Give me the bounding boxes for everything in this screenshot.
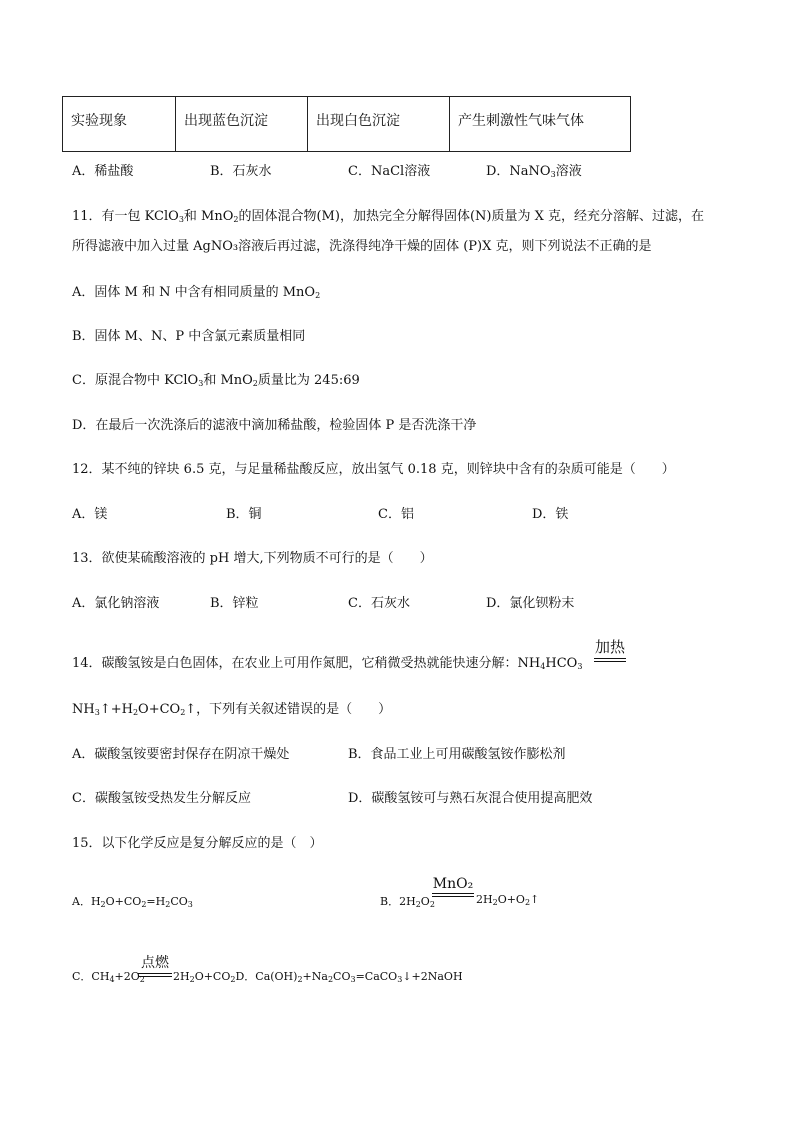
q13-option-b: B．锌粒 xyxy=(210,596,259,611)
subscript: 2 xyxy=(327,975,334,984)
q12-stem: 12．某不纯的锌块 6.5 克，与足量稀盐酸反应，放出氢气 0.18 克，则锌块中含有的杂质可能是（ ） xyxy=(72,462,675,477)
subscript: 2 xyxy=(252,379,258,388)
subscript: 2 xyxy=(132,708,139,717)
subscript: 4 xyxy=(540,662,546,671)
q10-option-b: B．石灰水 xyxy=(210,164,272,179)
subscript: 2 xyxy=(415,900,421,909)
observation-table xyxy=(62,96,631,152)
text: ↓+2NaOH xyxy=(402,970,463,983)
subscript: 2 xyxy=(524,898,531,907)
text: =CaCO xyxy=(355,970,398,983)
table-row xyxy=(63,97,631,152)
heating-condition xyxy=(594,636,626,666)
text: D．NaNO xyxy=(486,164,551,179)
table-cell: 实验现象 xyxy=(63,97,176,152)
text: D．Ca(OH) xyxy=(235,970,298,983)
text: 11．有一包 KClO xyxy=(72,209,179,224)
catalyst-condition xyxy=(432,876,474,901)
equals-sign xyxy=(432,893,474,897)
subscript: 2 xyxy=(180,708,186,717)
condition-label: 加热 xyxy=(594,638,625,656)
subscript: 3 xyxy=(198,379,204,388)
subscript: 4 xyxy=(109,975,115,984)
subscript: 3 xyxy=(550,170,556,179)
text: 2H xyxy=(173,970,190,983)
text: +2O xyxy=(114,970,140,983)
q12-option-a: A．镁 xyxy=(72,507,108,522)
subscript: 2 xyxy=(230,975,236,984)
subscript: 2 xyxy=(141,900,147,909)
equals-sign xyxy=(138,973,172,977)
q15-option-b-products xyxy=(476,893,539,907)
subscript: 2 xyxy=(297,975,303,984)
text: CO xyxy=(170,895,188,908)
q11-option-d: D．在最后一次洗涤后的滤液中滴加稀盐酸，检验固体 P 是否洗涤干净 xyxy=(72,418,477,433)
ignition-condition xyxy=(138,952,172,981)
text: B．2H xyxy=(380,895,416,908)
q11-option-a xyxy=(72,281,320,300)
subscript: 2 xyxy=(165,900,171,909)
q14-option-c: C．碳酸氢铵受热发生分解反应 xyxy=(72,791,251,806)
subscript: 2 xyxy=(429,900,435,909)
text: 溶液 xyxy=(555,164,582,179)
q11-stem-line2: 所得滤液中加入过量 AgNO₃溶液后再过滤，洗涤得纯净干燥的固体 (P)X 克，则下列说法不正确的是 xyxy=(72,239,652,254)
q13-option-a: A．氯化钠溶液 xyxy=(72,596,160,611)
text: C．原混合物中 KClO xyxy=(72,373,199,388)
text: HCO xyxy=(545,656,578,671)
q11-option-b: B．固体 M、N、P 中含氯元素质量相同 xyxy=(72,329,306,344)
q15-option-c xyxy=(72,968,145,984)
subscript: 2 xyxy=(315,291,321,300)
text: =H xyxy=(146,895,166,908)
text: 14．碳酸氢铵是白色固体，在农业上可用作氮肥，它稍微受热就能快速分解：NH xyxy=(72,656,541,671)
equals-sign xyxy=(594,658,626,662)
text: 溶液 xyxy=(404,164,431,179)
text: O+CO xyxy=(105,895,142,908)
text: O+O xyxy=(497,893,525,906)
q15-option-c-products xyxy=(173,968,463,984)
q11-stem-line1 xyxy=(72,205,704,224)
text: C．CH xyxy=(72,970,110,983)
q15-option-b xyxy=(380,893,435,909)
subscript: 2 xyxy=(100,900,106,909)
text: A．H xyxy=(72,895,101,908)
text: +Na xyxy=(302,970,328,983)
q12-option-d: D．铁 xyxy=(532,507,569,522)
q14-option-d: D．碳酸氢铵可与熟石灰混合使用提高肥效 xyxy=(348,791,593,806)
subscript: 3 xyxy=(94,708,100,717)
subscript: 3 xyxy=(350,975,356,984)
q13-option-d: D．氯化钡粉末 xyxy=(486,596,575,611)
text: ↑，下列有关叙述错误的是（ ） xyxy=(185,702,392,717)
condition-label: MnO₂ xyxy=(432,876,474,892)
subscript: 3 xyxy=(397,975,403,984)
text: CO xyxy=(333,970,351,983)
text: NH xyxy=(72,702,95,717)
q14-stem-line1 xyxy=(72,652,582,671)
q15-option-a xyxy=(72,893,193,909)
text: O+CO xyxy=(194,970,231,983)
q10-option-c xyxy=(348,160,430,179)
text: 2H xyxy=(476,893,493,906)
text: 和 MnO xyxy=(183,209,234,224)
q14-option-b: B．食品工业上可用碳酸氢铵作膨松剂 xyxy=(348,747,566,762)
q13-option-c: C．石灰水 xyxy=(348,596,410,611)
text: ↑ xyxy=(530,893,540,906)
table-cell: 产生刺激性气味气体 xyxy=(450,97,631,152)
q12-option-b: B．铜 xyxy=(226,507,262,522)
table-cell: 出现蓝色沉淀 xyxy=(176,97,308,152)
subscript: 2 xyxy=(233,215,239,224)
text: C．NaCl xyxy=(348,164,405,179)
text: 和 MnO xyxy=(203,373,253,388)
q11-option-c xyxy=(72,369,360,388)
q10-option-a: A．稀盐酸 xyxy=(72,164,134,179)
condition-label: 点燃 xyxy=(141,955,169,971)
subscript: 2 xyxy=(492,898,498,907)
text: 的固体混合物(M)，加热完全分解得固体(N)质量为 X 克，经充分溶解、过滤，在 xyxy=(238,209,704,224)
text: 质量比为 245:69 xyxy=(257,373,360,388)
q10-option-d xyxy=(486,160,582,179)
subscript: 3 xyxy=(187,900,193,909)
subscript: 3 xyxy=(577,662,583,671)
table-cell: 出现白色沉淀 xyxy=(308,97,450,152)
text: A．固体 M 和 N 中含有相同质量的 MnO xyxy=(72,285,316,300)
subscript: 2 xyxy=(189,975,195,984)
q14-option-a: A．碳酸氢铵要密封保存在阴凉干燥处 xyxy=(72,747,290,762)
q14-stem-line2 xyxy=(72,698,391,717)
q15-stem: 15．以下化学反应是复分解反应的是（ ） xyxy=(72,836,323,851)
text: O xyxy=(420,895,430,908)
q12-option-c: C．铝 xyxy=(378,507,414,522)
subscript: 2 xyxy=(139,975,145,984)
q13-stem: 13．欲使某硫酸溶液的 pH 增大,下列物质不可行的是（ ） xyxy=(72,551,433,566)
text: ↑+H xyxy=(99,702,133,717)
subscript: 3 xyxy=(178,215,184,224)
text: O+CO xyxy=(138,702,181,717)
